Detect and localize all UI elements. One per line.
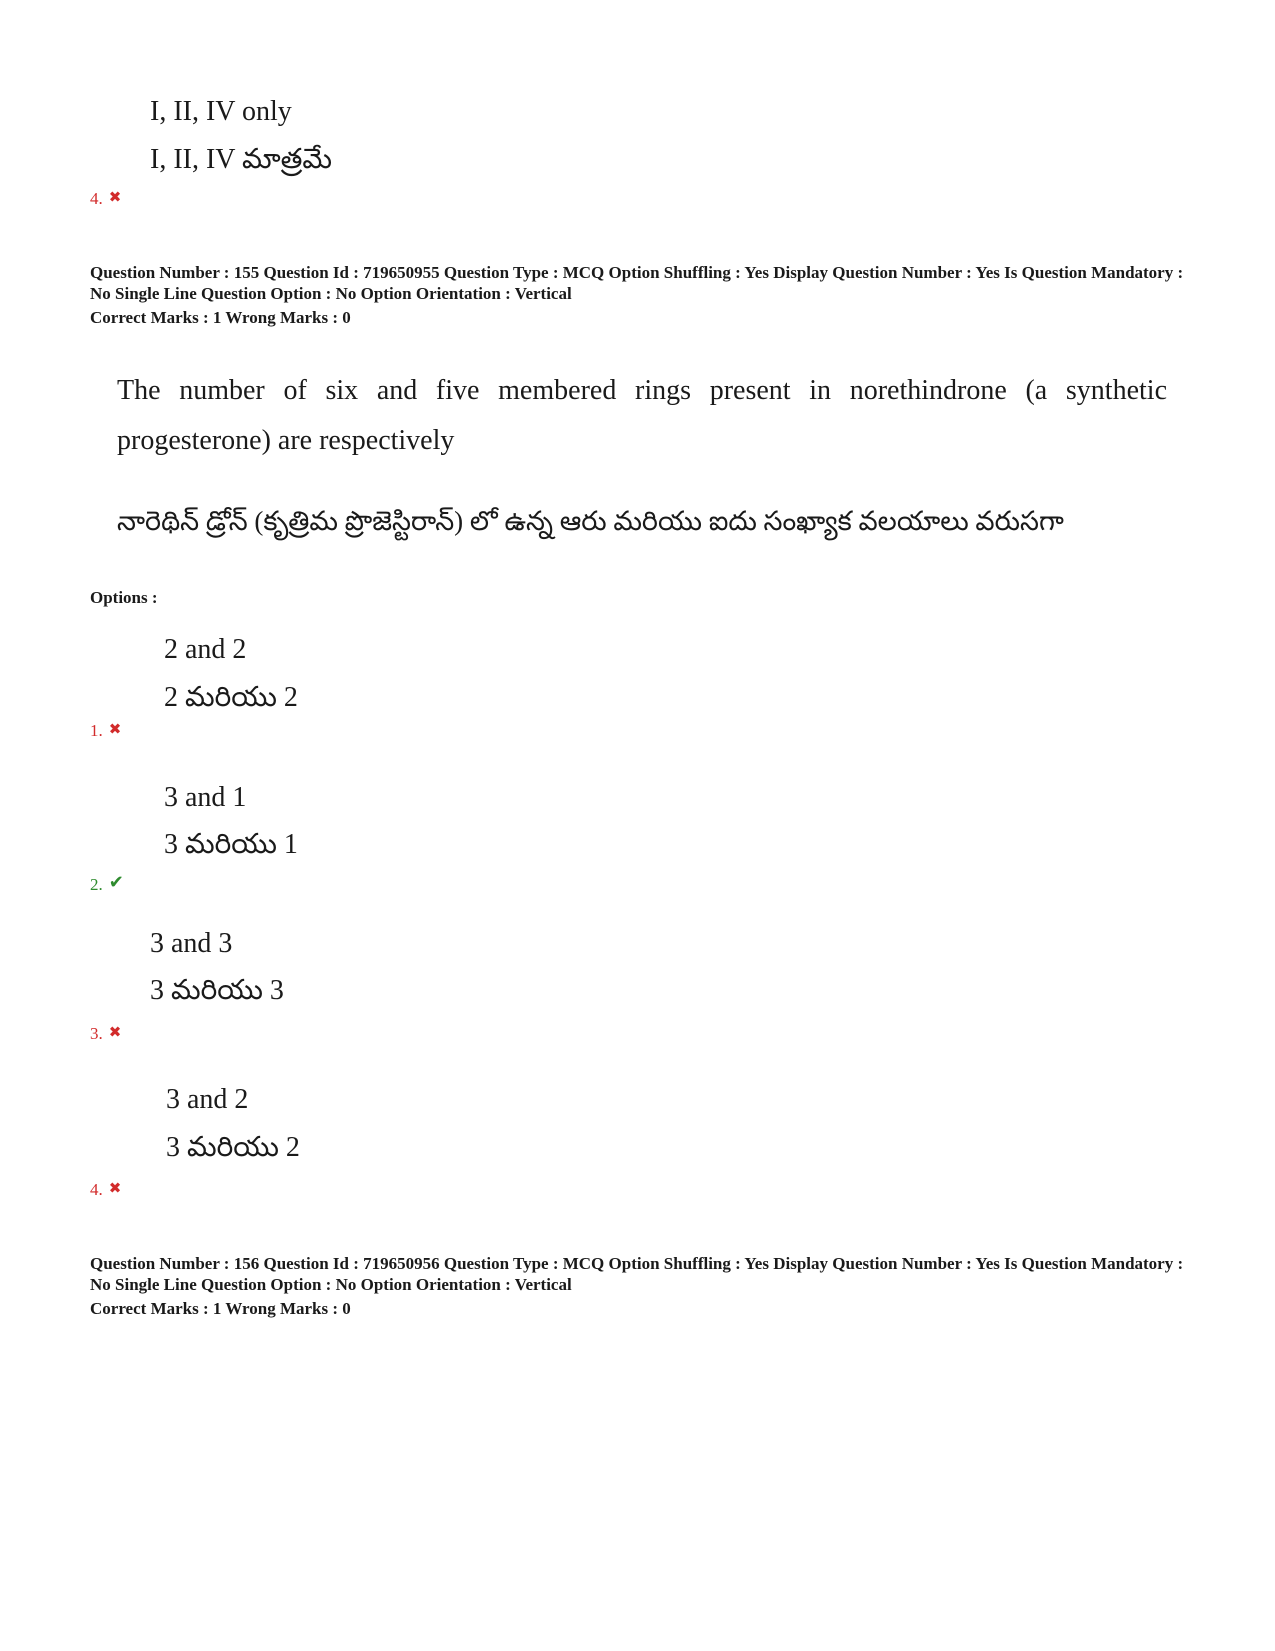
option-3-english: 3 and 3 [150, 928, 233, 959]
question-155-meta-line1: Question Number : 155 Question Id : 719650955 Question Type : MCQ Option Shuffling : Yes Display Question Number : Yes Is Question Mandatory : No Single Line Question Option : No Option Orientation : Vertical [90, 263, 1184, 303]
check-icon: ✔ [108, 872, 124, 892]
option-2-english: 3 and 1 [164, 782, 247, 813]
option-1-number: 1. [90, 721, 103, 740]
option-2-number: 2. [90, 875, 103, 894]
question-155-marks: Correct Marks : 1 Wrong Marks : 0 [90, 308, 351, 327]
prev-option-4-marker [90, 188, 121, 209]
option-3-marker [90, 1023, 121, 1044]
question-156-marks: Correct Marks : 1 Wrong Marks : 0 [90, 1299, 351, 1318]
prev-option-4-english: I, II, IV only [150, 96, 292, 127]
question-156-meta [90, 1253, 1200, 1319]
option-3-number: 3. [90, 1024, 103, 1043]
option-3-telugu: 3 మరియు 3 [150, 975, 284, 1006]
option-4-english: 3 and 2 [166, 1084, 249, 1115]
option-2-marker [90, 872, 124, 895]
prev-option-4-number: 4. [90, 189, 103, 208]
option-4-number: 4. [90, 1180, 103, 1199]
option-4-marker [90, 1179, 121, 1200]
question-155-text-telugu: నారెథిన్ డ్రోన్ (కృత్రిమ ప్రొజెస్టిరాన్) లో ఉన్న ఆరు మరియు ఐదు సంఖ్యాక వలయాలు వరుసగా [117, 506, 1064, 536]
cross-icon: ✖ [108, 722, 122, 738]
question-155-text-english: The number of six and five membered rings present in norethindrone (a synthetic progesterone) are respectively [117, 375, 1167, 456]
option-1-marker [90, 720, 121, 741]
option-4-telugu: 3 మరియు 2 [166, 1132, 300, 1163]
options-label: Options : [90, 588, 158, 607]
option-1-telugu: 2 మరియు 2 [164, 682, 298, 713]
cross-icon: ✖ [108, 1025, 122, 1041]
option-1-english: 2 and 2 [164, 634, 247, 665]
cross-icon: ✖ [108, 190, 122, 206]
cross-icon: ✖ [108, 1181, 122, 1197]
question-156-meta-line1: Question Number : 156 Question Id : 719650956 Question Type : MCQ Option Shuffling : Yes Display Question Number : Yes Is Question Mandatory : No Single Line Question Option : No Option Orientation : Vertical [90, 1254, 1184, 1294]
prev-option-4-telugu: I, II, IV మాత్రమే [150, 144, 333, 175]
question-155-meta [90, 262, 1200, 328]
option-2-telugu: 3 మరియు 1 [164, 829, 298, 860]
